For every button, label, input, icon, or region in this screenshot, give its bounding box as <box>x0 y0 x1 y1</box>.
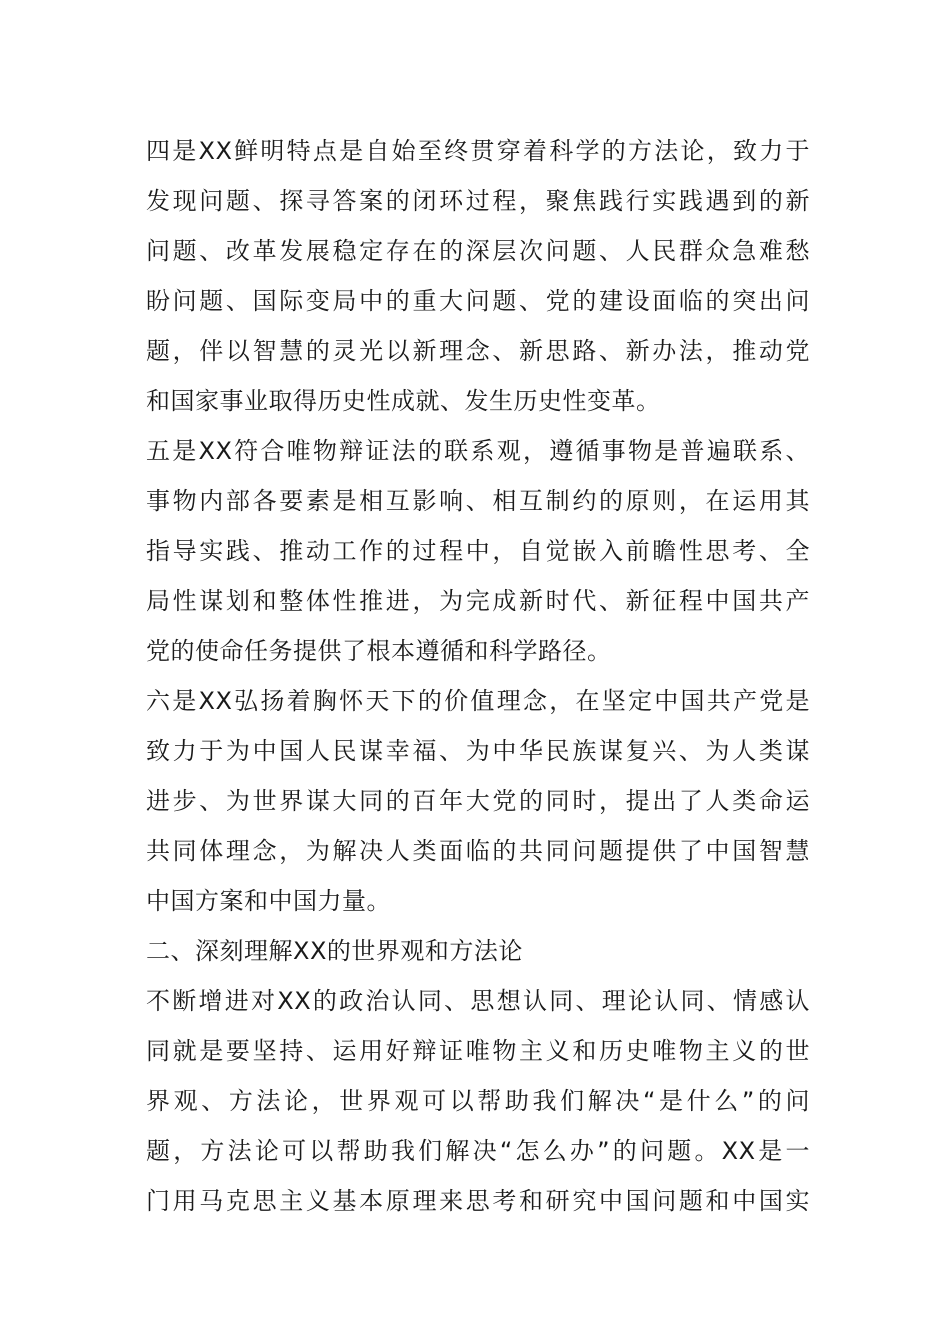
paragraph-line: 进步、为世界谋大同的百年大党的同时，提出了人类命运 <box>146 787 810 815</box>
paragraph-line: 题，伴以智慧的灵光以新理念、新思路、新办法，推动党 <box>146 337 810 365</box>
paragraph-line: 指导实践、推动工作的过程中，自觉嵌入前瞻性思考、全 <box>146 537 810 565</box>
paragraph-line: 事物内部各要素是相互影响、相互制约的原则，在运用其 <box>146 487 810 515</box>
paragraph-line: 盼问题、国际变局中的重大问题、党的建设面临的突出问 <box>146 287 810 315</box>
paragraph-line: 党的使命任务提供了根本遵循和科学路径。 <box>146 637 612 665</box>
paragraph-line: 问题、改革发展稳定存在的深层次问题、人民群众急难愁 <box>146 237 810 265</box>
paragraph-line: 和国家事业取得历史性成就、发生历史性变革。 <box>146 387 661 415</box>
paragraph-line: 局性谋划和整体性推进，为完成新时代、新征程中国共产 <box>146 587 810 615</box>
paragraph-line: 四是XX鲜明特点是自始至终贯穿着科学的方法论，致力于 <box>146 137 810 165</box>
paragraph-line: 中国方案和中国力量。 <box>146 887 391 915</box>
section-heading: 二、深刻理解XX的世界观和方法论 <box>146 937 523 965</box>
paragraph-line: 五是XX符合唯物辩证法的联系观，遵循事物是普遍联系、 <box>146 437 810 465</box>
paragraph-line: 六是XX弘扬着胸怀天下的价值理念，在坚定中国共产党是 <box>146 687 810 715</box>
paragraph-line: 致力于为中国人民谋幸福、为中华民族谋复兴、为人类谋 <box>146 737 810 765</box>
paragraph-line: 界观、方法论，世界观可以帮助我们解决“是什么”的问 <box>146 1087 810 1115</box>
paragraph-line: 门用马克思主义基本原理来思考和研究中国问题和中国实 <box>146 1187 810 1215</box>
paragraph-line: 发现问题、探寻答案的闭环过程，聚焦践行实践遇到的新 <box>146 187 810 215</box>
paragraph-line: 共同体理念，为解决人类面临的共同问题提供了中国智慧 <box>146 837 810 865</box>
document-body <box>146 126 810 1226</box>
paragraph-line: 同就是要坚持、运用好辩证唯物主义和历史唯物主义的世 <box>146 1037 810 1065</box>
paragraph-line: 不断增进对XX的政治认同、思想认同、理论认同、情感认 <box>146 987 810 1015</box>
paragraph-line: 题，方法论可以帮助我们解决“怎么办”的问题。XX是一 <box>146 1137 810 1165</box>
